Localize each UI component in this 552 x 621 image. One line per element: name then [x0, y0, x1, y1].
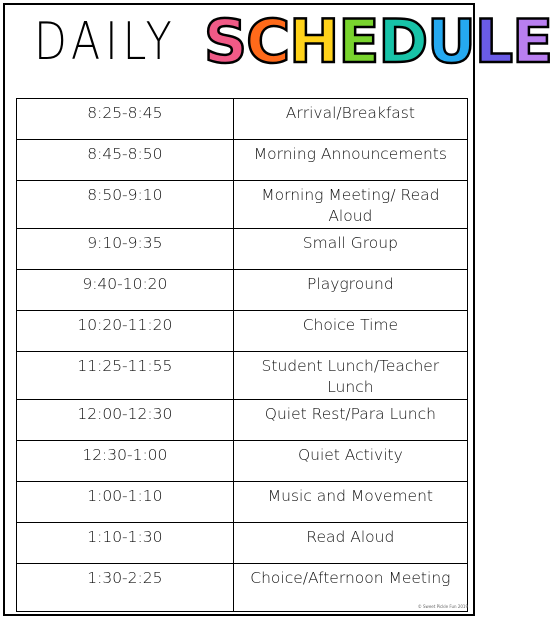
time-cell: 1:00-1:10 [17, 482, 234, 523]
activity-cell: Small Group [233, 229, 467, 270]
time-cell: 8:25-8:45 [17, 99, 234, 140]
title-letter: E [338, 7, 379, 77]
title-letter: C [246, 7, 290, 77]
time-cell: 12:00-12:30 [17, 400, 234, 441]
activity-cell: Read Aloud [233, 523, 467, 564]
activity-cell: Quiet Activity [233, 441, 467, 482]
table-row [17, 181, 468, 229]
table-row [17, 564, 468, 612]
activity-cell: Choice/Afternoon Meeting [233, 564, 467, 612]
activity-cell: Music and Movement [233, 482, 467, 523]
time-cell: 8:50-9:10 [17, 181, 234, 229]
title-letter: U [427, 7, 475, 77]
table-row [17, 229, 468, 270]
table-row [17, 140, 468, 181]
table-row [17, 482, 468, 523]
activity-cell: Playground [233, 270, 467, 311]
schedule-table [16, 98, 468, 612]
page-title [34, 6, 552, 78]
table-row [17, 441, 468, 482]
table-row [17, 270, 468, 311]
table-row [17, 400, 468, 441]
title-letter: D [378, 7, 428, 77]
time-cell: 1:10-1:30 [17, 523, 234, 564]
time-cell: 11:25-11:55 [17, 352, 234, 400]
table-row [17, 352, 468, 400]
title-word-daily: DAILY [34, 12, 177, 72]
time-cell: 9:40-10:20 [17, 270, 234, 311]
activity-cell: Morning Meeting/ Read Aloud [233, 181, 467, 229]
copyright-text: © Sweet Pickle Fun 2019 [417, 604, 468, 609]
table-row [17, 523, 468, 564]
time-cell: 12:30-1:00 [17, 441, 234, 482]
title-letter: S [203, 7, 247, 77]
title-letter: E [512, 7, 552, 77]
time-cell: 8:45-8:50 [17, 140, 234, 181]
title-letter: L [474, 7, 513, 77]
activity-cell: Student Lunch/Teacher Lunch [233, 352, 467, 400]
activity-cell: Morning Announcements [233, 140, 467, 181]
title-letter: H [289, 7, 339, 77]
activity-cell: Choice Time [233, 311, 467, 352]
activity-cell: Arrival/Breakfast [233, 99, 467, 140]
title-word-schedule [204, 6, 552, 78]
activity-cell: Quiet Rest/Para Lunch [233, 400, 467, 441]
table-row [17, 311, 468, 352]
time-cell: 10:20-11:20 [17, 311, 234, 352]
time-cell: 9:10-9:35 [17, 229, 234, 270]
table-row [17, 99, 468, 140]
time-cell: 1:30-2:25 [17, 564, 234, 612]
